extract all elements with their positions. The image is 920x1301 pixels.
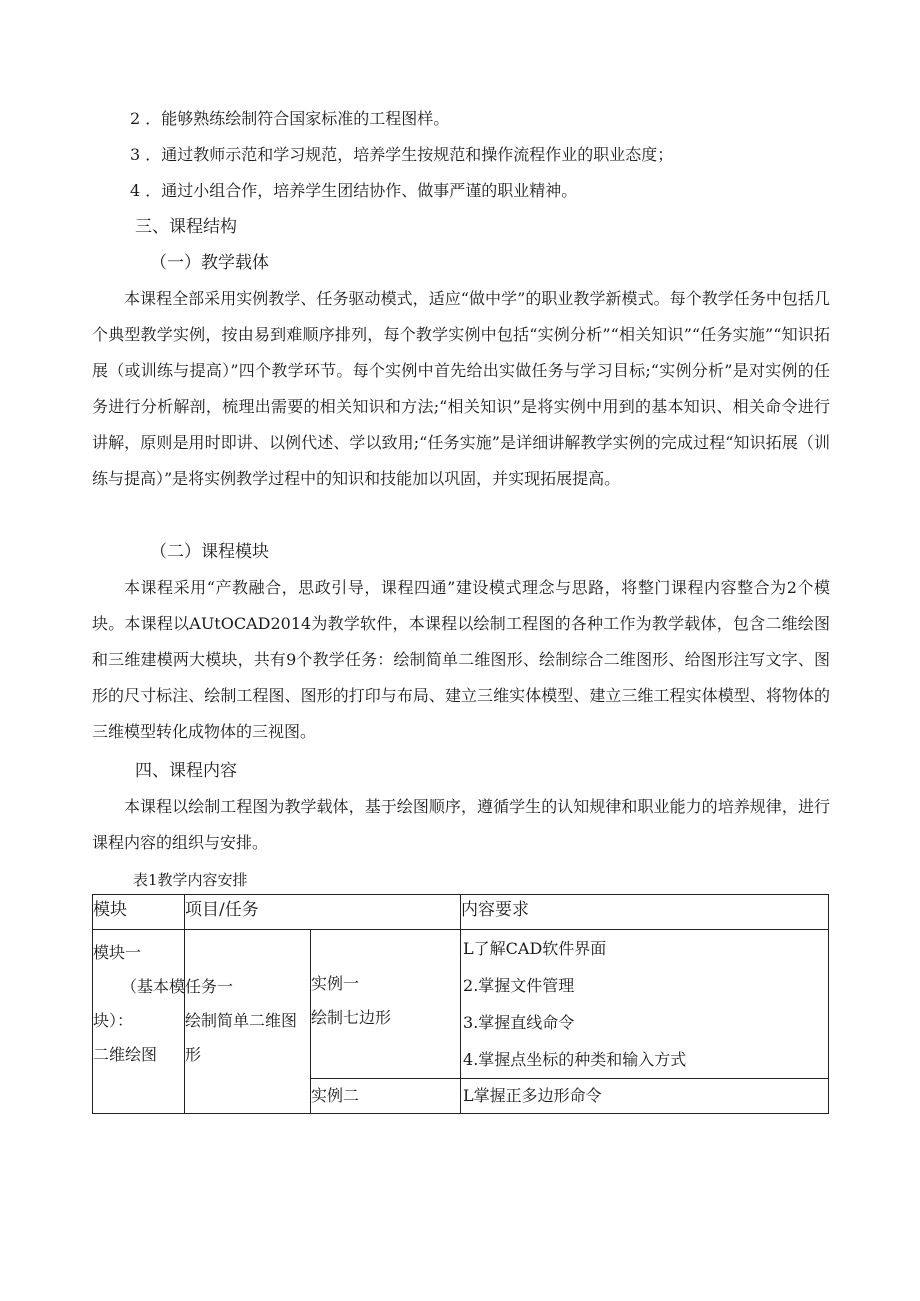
example2-requirements (461, 1079, 829, 1114)
table-row (93, 930, 829, 1079)
header-task: 项目/任务 (185, 895, 461, 930)
teaching-content-table (92, 894, 829, 1114)
table-caption: 表1教学内容安排 (133, 871, 248, 889)
list-item: 4.掌握点坐标的种类和输入方式 (463, 1050, 687, 1069)
course-module-paragraph: 本课程采用“产教融合，思政引导，课程四通”建设模式理念与思路，将整门课程内容整合为2个模块。本课程以AUtOCAD2014为教学软件，本课程以绘制工程图的各种工作为教学载体，包含二维绘图和三维建模两大模块，共有9个教学任务：绘制简单二维图形、绘制综合二维图形、给图形注写文字、图形的尺寸标注、绘制工程图、图形的打印与布局、建立三维实体模型、建立三维工程实体模型、将物体的三维模型转化成物体的三视图。 (92, 578, 830, 741)
task-cell: 任务一 绘制简单二维图 形 (185, 930, 311, 1114)
header-module: 模块 (93, 895, 185, 930)
section4-heading: 四、课程内容 (135, 761, 237, 781)
module-cell: 模块一 （基本模 块）： 二维绘图 (93, 930, 185, 1114)
goal-item-3: 3 ．通过教师示范和学习规范，培养学生按规范和操作流程作业的职业态度； (130, 145, 674, 164)
goal-item-4: 4 ．通过小组合作，培养学生团结协作、做事严谨的职业精神。 (130, 181, 578, 200)
table-header-row (93, 895, 829, 930)
course-content-paragraph: 本课程以绘制工程图为教学载体，基于绘图顺序，遵循学生的认知规律和职业能力的培养规律，进行课程内容的组织与安排。 (92, 797, 830, 852)
example2-cell: 实例二 (311, 1079, 461, 1114)
header-content: 内容要求 (461, 895, 829, 930)
goal-item-2: 2 ．能够熟练绘制符合国家标准的工程图样。 (130, 109, 450, 128)
example1-requirements (461, 930, 829, 1079)
list-item: 2.掌握文件管理 (463, 976, 575, 995)
example1-cell: 实例一 绘制七边形 (311, 930, 461, 1079)
section3-sub1-heading: （一）教学载体 (150, 253, 269, 273)
section3-sub2-heading: （二）课程模块 (150, 542, 269, 562)
teaching-carrier-paragraph: 本课程全部采用实例教学、任务驱动模式，适应“做中学”的职业教学新模式。每个教学任务中包括几个典型教学实例，按由易到难顺序排列，每个教学实例中包括“实例分析”“相关知识”“任务实施”“知识拓展（或训练与提高）”四个教学环节。每个实例中首先给出实做任务与学习目标;“实例分析”是对实例的任务进行分析解剖，梳理出需要的相关知识和方法;“相关知识”是将实例中用到的基本知识、相关命令进行讲解，原则是用时即讲、以例代述、学以致用;“任务实施”是详细讲解教学实例的完成过程“知识拓展（训练与提高）”是将实例教学过程中的知识和技能加以巩固，并实现拓展提高。 (92, 289, 830, 488)
list-item: L了解CAD软件界面 (463, 939, 607, 958)
section3-heading: 三、课程结构 (135, 217, 237, 237)
list-item: L掌握正多边形命令 (463, 1086, 602, 1105)
list-item: 3.掌握直线命令 (463, 1013, 575, 1032)
